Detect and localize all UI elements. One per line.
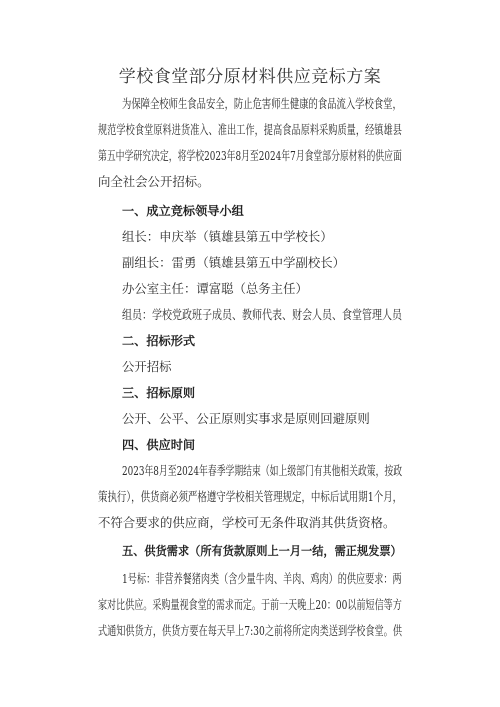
section-1-members: 组员：学校党政班子成员、教师代表、财会人员、食堂管理人员 <box>122 307 402 322</box>
document-title: 学校食堂部分原材料供应竞标方案 <box>118 67 382 87</box>
section-5-heading: 五、供货需求（所有货款原则上一月一结，需正规发票） <box>122 544 402 558</box>
section-3-heading: 三、招标原则 <box>122 386 196 400</box>
section-4-line-1: 2023年8月至2024年春季学期结束（如上级部门有其他相关政策，按政 <box>122 463 403 478</box>
section-5-line-1: 1号标：非营养餐猪肉类（含少量牛肉、羊肉、鸡肉）的供应要求：两 <box>122 571 402 586</box>
intro-line-2: 规范学校食堂原料进货准入、准出工作，提高食品原料采购质量，经镇雄县 <box>98 122 402 137</box>
section-5-line-2: 家对比供应。采购量视食堂的需求而定。于前一天晚上20：00以前短信等方 <box>98 597 402 612</box>
section-2-text: 公开招标 <box>122 359 172 374</box>
section-1-deputy: 副组长：雷勇（镇雄县第五中学副校长） <box>122 255 346 270</box>
section-1-leader: 组长：申庆举（镇雄县第五中学校长） <box>122 229 333 244</box>
section-4-heading: 四、供应时间 <box>122 438 196 452</box>
intro-line-4: 向全社会公开招标。 <box>98 174 210 189</box>
section-1-office: 办公室主任：谭富聪（总务主任） <box>122 281 308 296</box>
intro-line-3: 第五中学研究决定，将学校2023年8月至2024年7月食堂部分原材料的供应面 <box>98 148 402 163</box>
section-4-line-2: 策执行），供货商必须严格遵守学校相关管理规定，中标后试用期1个月， <box>98 489 403 504</box>
section-5-line-3: 式通知供货方，供货方要在每天早上7:30之前将所定肉类送到学校食堂。供 <box>98 623 402 638</box>
section-2-heading: 二、招标形式 <box>122 334 196 348</box>
intro-line-1: 为保障全校师生食品安全，防止危害师生健康的食品流入学校食堂， <box>122 96 402 111</box>
section-1-heading: 一、成立竞标领导小组 <box>122 204 244 218</box>
section-4-line-3: 不符合要求的供应商，学校可无条件取消其供货资格。 <box>98 515 396 530</box>
section-3-text: 公开、公平、公正原则实事求是原则回避原则 <box>122 411 370 426</box>
